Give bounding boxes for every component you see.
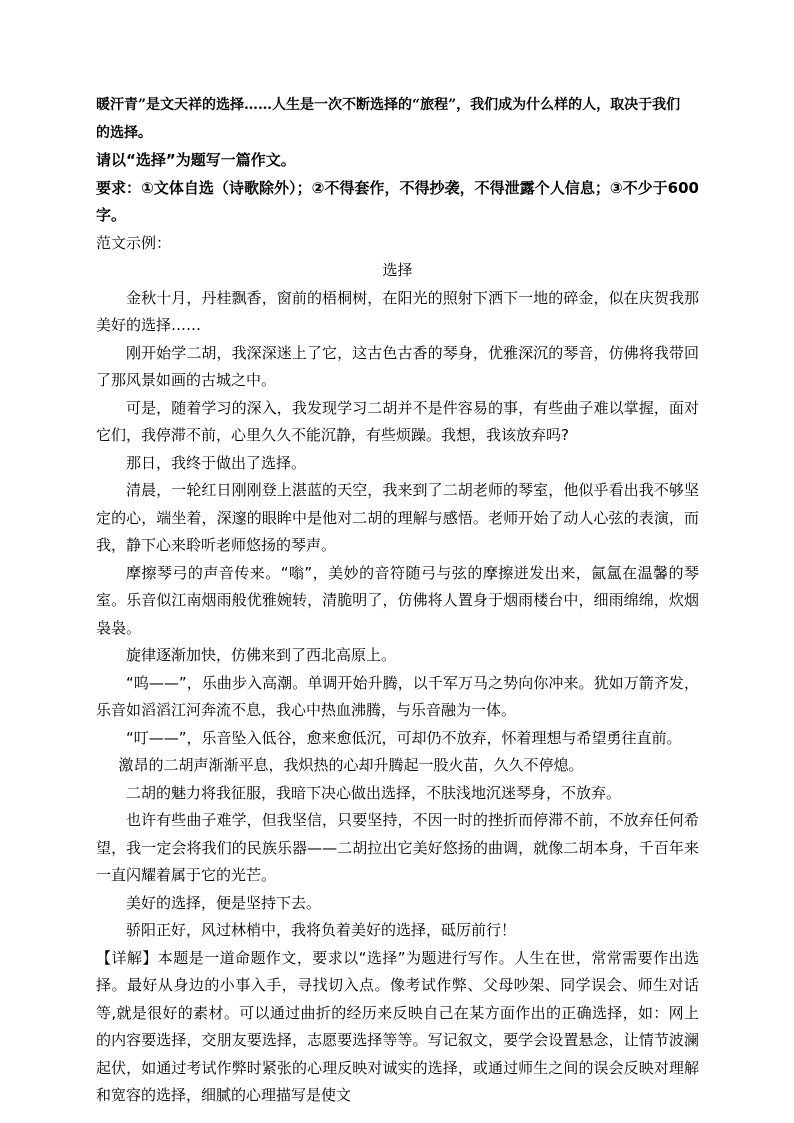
essay-paragraph: “叮——”，乐音坠入低谷，愈来愈低沉，可却仍不放弃，怀着理想与希望勇往直前。	[126, 728, 682, 747]
essay-paragraph: 旋律逐渐加快，仿佛来到了西北高原上。	[126, 646, 397, 664]
document-body	[96, 92, 699, 1110]
intro-line-1: 暖汗青”是文天祥的选择……人生是一次不断选择的“旅程”，我们成为什么样的人，取决于我们	[96, 97, 681, 113]
essay-paragraph: 也许有些曲子难学，但我坚信，只要坚持，不因一时的挫折而停滞不前，不放弃任何希望，我一定会将我们的民族乐器——二胡拉出它美好悠扬的曲调，就像二胡本身，千百年来一直闪耀着属于它的光芒。	[96, 811, 699, 884]
essay-paragraph: 刚开始学二胡，我深深迷上了它，这古色古香的琴身，优雅深沉的琴音，仿佛将我带回了那风景如画的古城之中。	[96, 343, 699, 389]
essay-paragraph: 金秋十月，丹桂飘香，窗前的梧桐树，在阳光的照射下洒下一地的碎金，似在庆贺我那美好的选择……	[96, 288, 699, 334]
essay-paragraph: 清晨，一轮红日刚刚登上湛蓝的天空，我来到了二胡老师的琴室，他似乎看出我不够坚定的心，端坐着，深邃的眼眸中是他对二胡的理解与感悟。老师开始了动人心弦的表演，而我，静下心来聆听老师悠扬的琴声。	[96, 481, 699, 554]
sample-label: 范文示例：	[96, 233, 172, 252]
essay-paragraph: 激昂的二胡声渐渐平息，我炽热的心却升腾起一股火苗，久久不停熄。	[118, 756, 584, 774]
essay-paragraph: “呜——”，乐曲步入高潮。单调开始升腾，以千军万马之势向你冲来。犹如万箭齐发，乐音如滔滔江河奔流不息，我心中热血沸腾，与乐音融为一体。	[96, 673, 699, 719]
essay-requirements: 要求：①文体自选（诗歌除外）；②不得套作，不得抄袭，不得泄露个人信息；③不少于600字。	[96, 178, 699, 224]
essay-paragraph: 那日，我终于做出了选择。	[126, 453, 307, 472]
essay-paragraph: 骄阳正好，风过林梢中，我将负着美好的选择，砥厉前行！	[126, 921, 517, 939]
essay-paragraph: 二胡的魅力将我征服，我暗下决心做出选择，不肤浅地沉迷琴身，不放弃。	[126, 783, 622, 802]
intro-line-2: 的选择。	[96, 124, 152, 141]
essay-title: 选择	[382, 261, 413, 279]
essay-paragraph: 摩擦琴弓的声音传来。“嗡”，美妙的音符随弓与弦的摩擦迸发出来，氤氲在温馨的琴室。乐音似江南烟雨般优雅婉转，清脆明了，仿佛将人置身于烟雨楼台中，细雨绵绵，炊烟袅袅。	[96, 563, 699, 637]
essay-paragraph: 美好的选择，便是坚持下去。	[126, 893, 322, 912]
analysis-paragraph: 【详解】本题是一道命题作文，要求以“选择”为题进行写作。人生在世，常常需要作出选择。最好从身边的小事入手，寻找切入点。像考试作弊、父母吵架、同学误会、师生对话等,就是很好的素材。可以通过曲折的经历来反映自己在某方面作出的正确选择，如：网上的内容要选择，交朋友要选择，志愿要选择等等。写记叙文，要学会设置悬念，让情节波澜起伏，如通过考试作弊时紧张的心理反映对诚实的选择，或通过师生之间的误会反映对理解和宽容的选择，细腻的心理描写是使文	[96, 948, 699, 1104]
essay-paragraph: 可是，随着学习的深入，我发现学习二胡并不是件容易的事，有些曲子难以掌握，面对它们，我停滞不前，心里久久不能沉静，有些烦躁。我想，我该放弃吗?	[96, 398, 699, 444]
essay-prompt: 请以“选择”为题写一篇作文。	[96, 151, 296, 169]
